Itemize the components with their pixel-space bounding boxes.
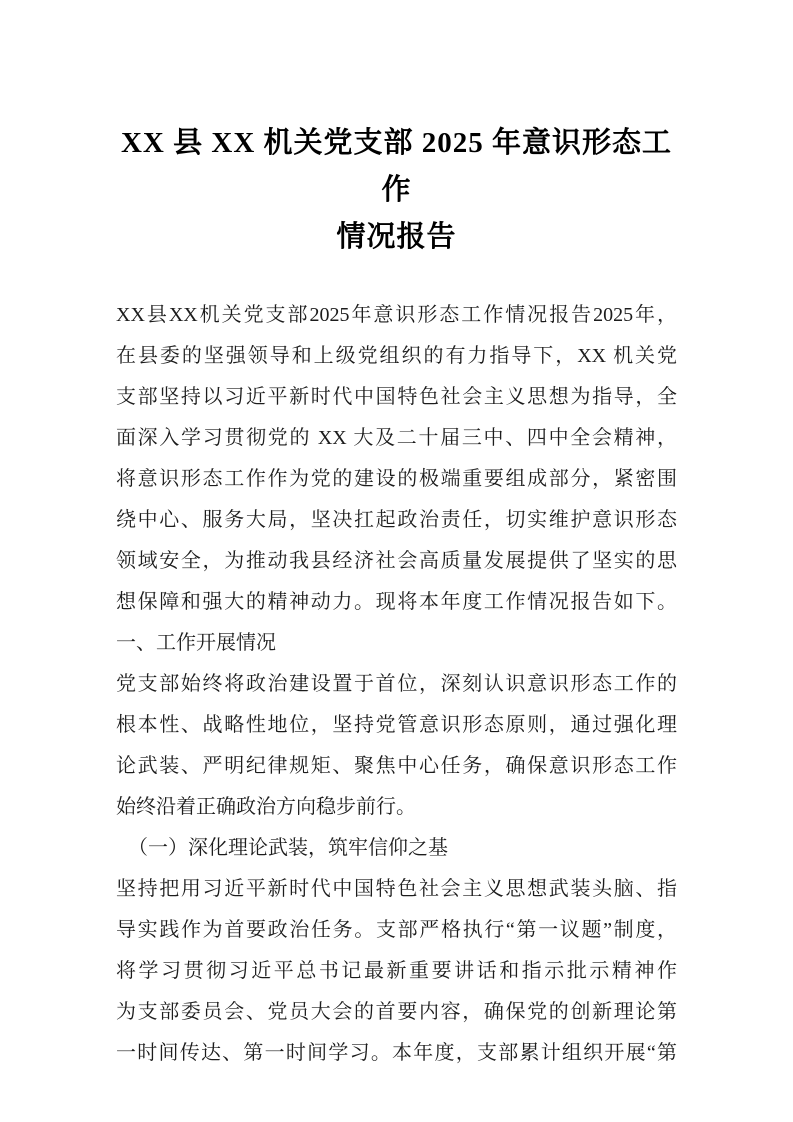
document-title-line2: 情况报告 <box>336 221 457 253</box>
text-line: 论武装、严明纪律规矩、聚焦中心任务，确保意识形态工作 <box>116 755 677 777</box>
text-line: 坚持把用习近平新时代中国特色社会主义思想武装头脑、指 <box>116 878 677 900</box>
text-line: 支部坚持以习近平新时代中国特色社会主义思想为指导，全 <box>116 386 677 408</box>
text-line: 根本性、战略性地位，坚持党管意识形态原则，通过强化理 <box>116 714 677 736</box>
text-line: XX县XX机关党支部2025年意识形态工作情况报告2025年， <box>116 304 677 326</box>
document-body <box>116 295 677 1074</box>
text-line: 将意识形态工作作为党的建设的极端重要组成部分，紧密围 <box>116 468 677 490</box>
text-line: 在县委的坚强领导和上级党组织的有力指导下，XX 机关党 <box>116 345 677 367</box>
text-line: 将学习贯彻习近平总书记最新重要讲话和指示批示精神作 <box>116 960 677 982</box>
subsection-heading: （一）深化理论武装，筑牢信仰之基 <box>128 837 448 859</box>
text-line: 想保障和强大的精神动力。现将本年度工作情况报告如下。 <box>116 591 677 613</box>
text-line: 面深入学习贯彻党的 XX 大及二十届三中、四中全会精神， <box>116 427 677 449</box>
text-line: 领域安全，为推动我县经济社会高质量发展提供了坚实的思 <box>116 550 677 572</box>
document-title-line1: XX 县 XX 机关党支部 2025 年意识形态工作 <box>120 127 673 206</box>
text-line: 导实践作为首要政治任务。支部严格执行“第一议题”制度， <box>116 919 677 941</box>
text-line: 党支部始终将政治建设置于首位，深刻认识意识形态工作的 <box>116 673 677 695</box>
section-heading: 一、工作开展情况 <box>116 632 276 654</box>
text-line: 始终沿着正确政治方向稳步前行。 <box>116 796 416 818</box>
text-line: 为支部委员会、党员大会的首要内容，确保党的创新理论第 <box>116 1001 677 1023</box>
text-line: 绕中心、服务大局，坚决扛起政治责任，切实维护意识形态 <box>116 509 677 531</box>
text-line: 一时间传达、第一时间学习。本年度，支部累计组织开展“第 <box>116 1042 677 1064</box>
document-title <box>116 120 677 261</box>
